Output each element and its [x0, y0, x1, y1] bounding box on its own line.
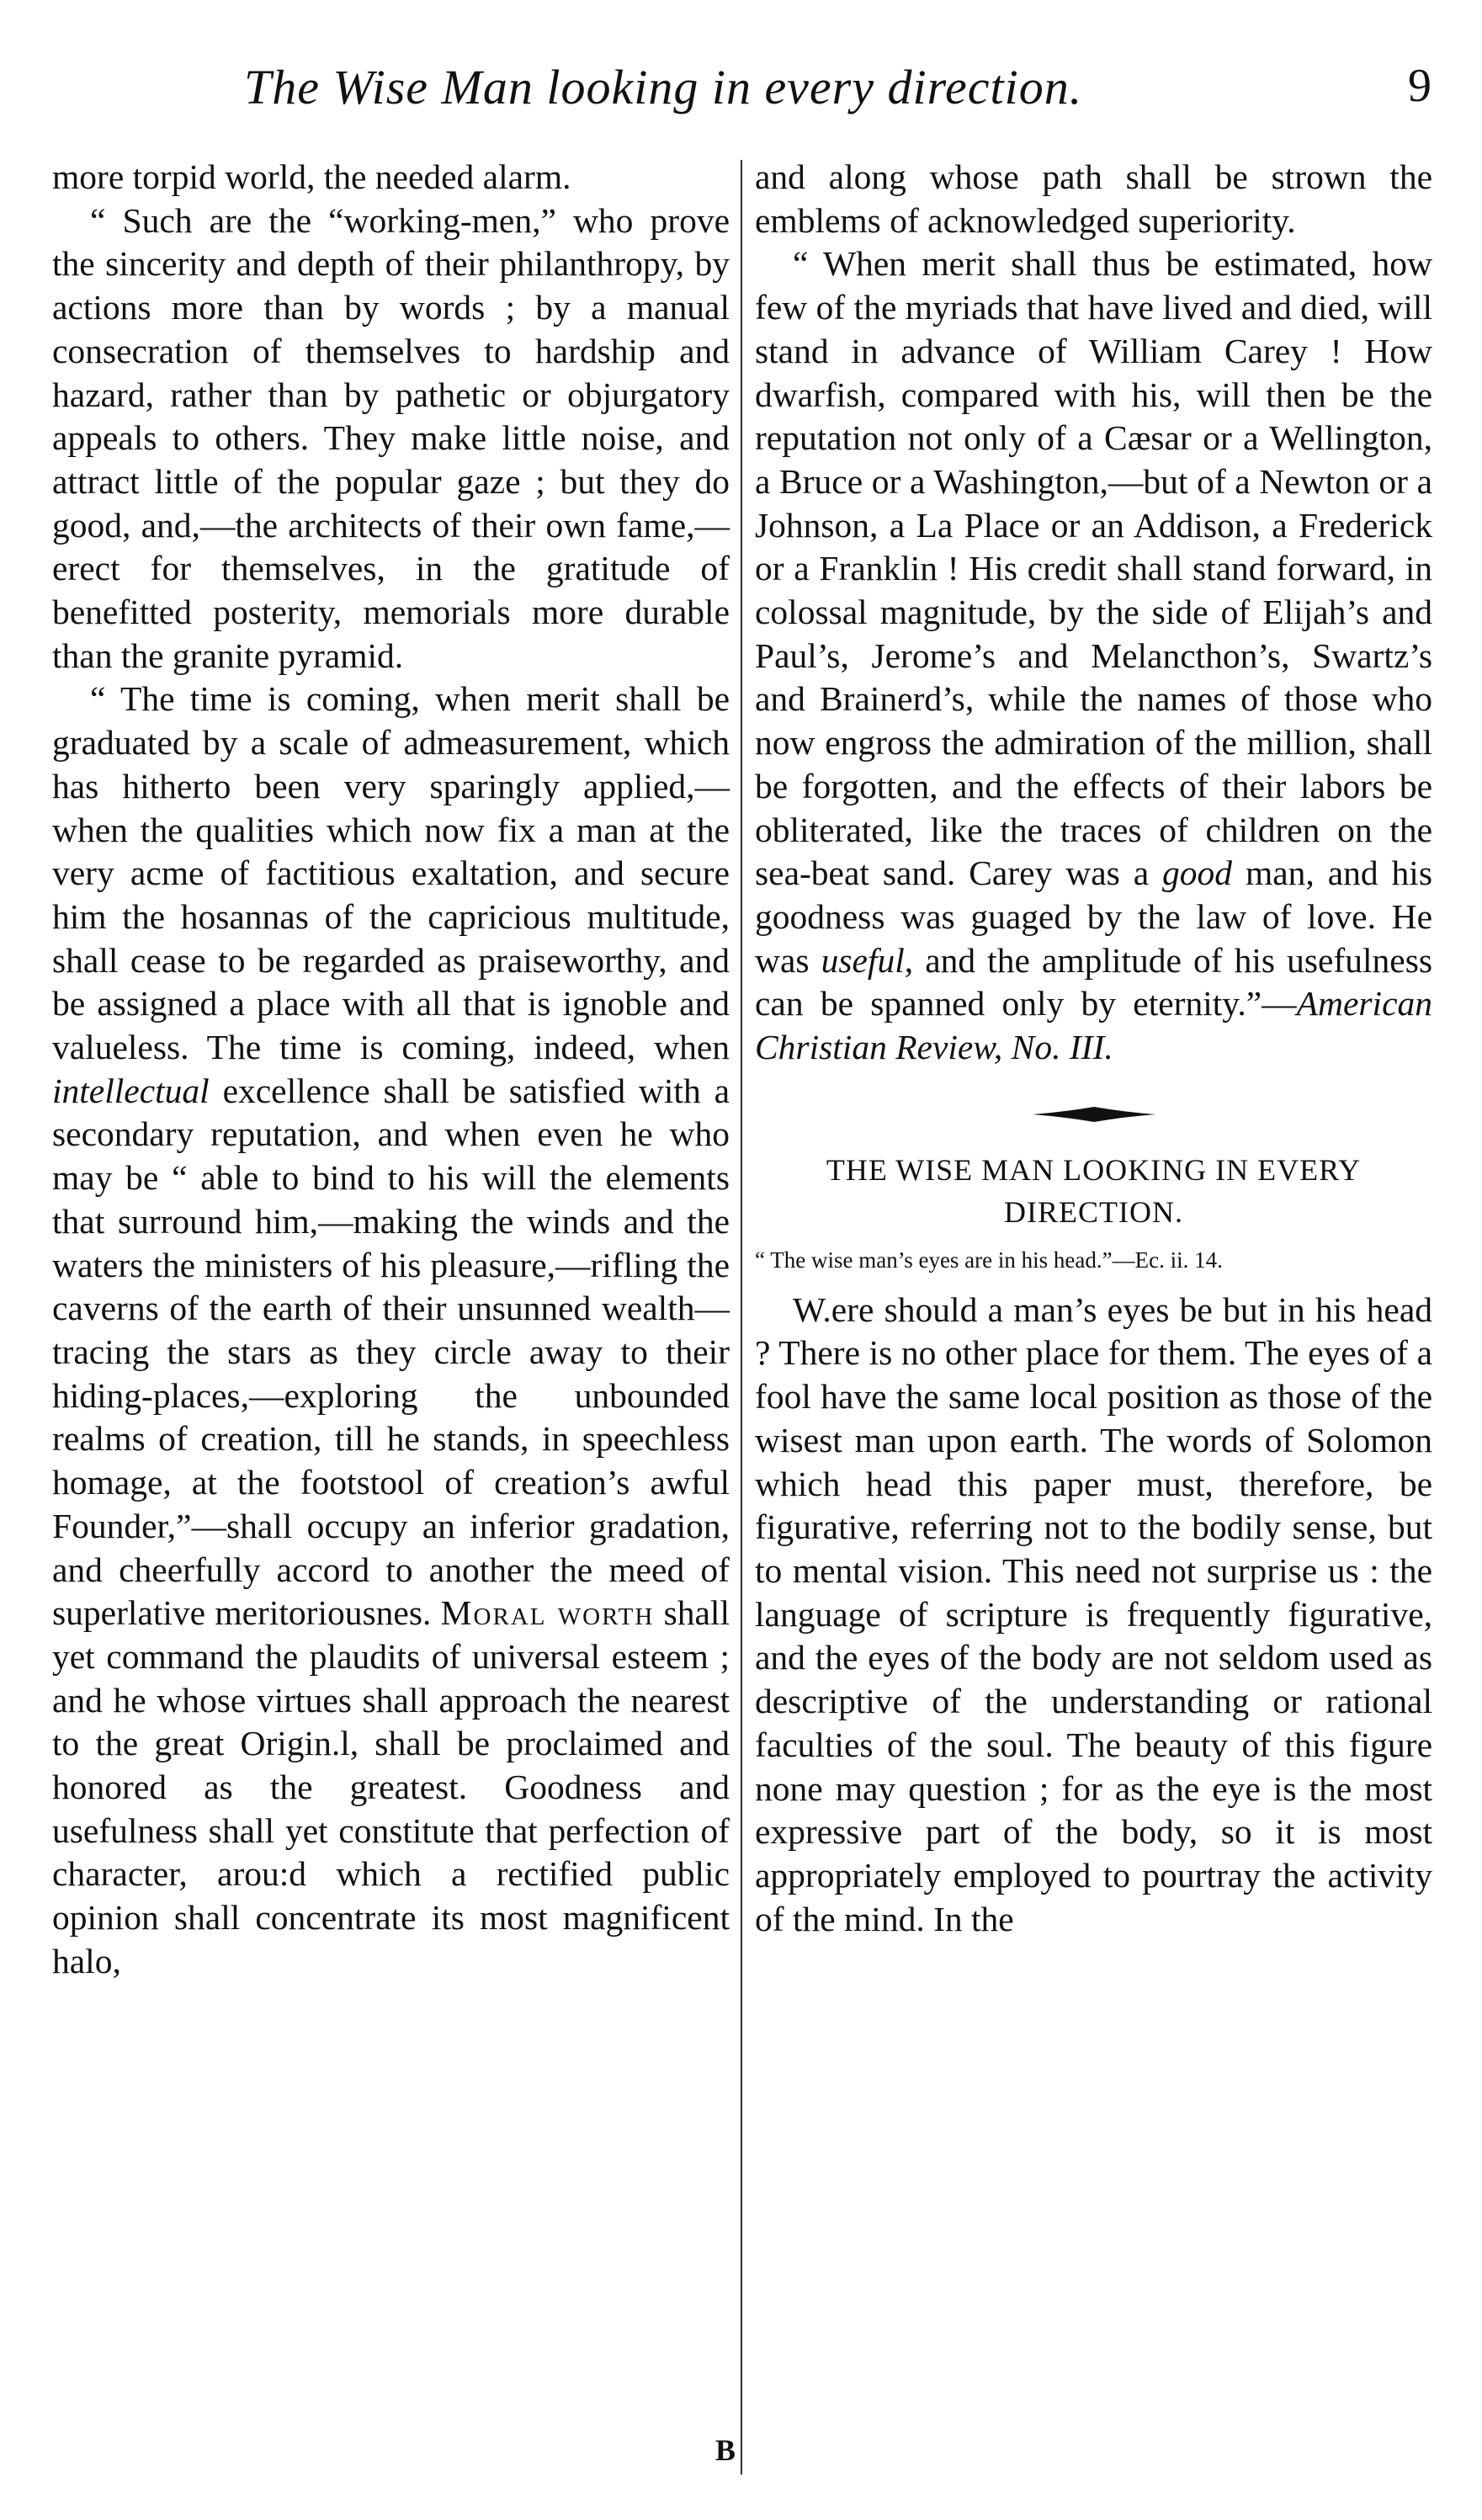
emphasis-useful: useful	[821, 940, 905, 980]
signature-mark: B	[715, 2433, 736, 2467]
paragraph: more torpid world, the needed alarm.	[52, 157, 571, 196]
article-title: THE WISE MAN LOOKING IN EVERY DIRECTION.	[826, 1152, 1362, 1229]
page-number: 9	[1408, 60, 1432, 112]
paragraph	[755, 242, 1432, 1069]
ornament-rule-icon	[1031, 1102, 1157, 1127]
text-run: man, and his goodness was guaged by the law of love. He was	[755, 853, 1432, 980]
source-citation: American Christian Review, No. III.	[755, 984, 1432, 1067]
text-run: “ When merit shall thus be estimated, how few of the myriads that have lived and died, will stand in advance of William Carey ! How dwarfish, compared with his, will then be the reputation not only of a Cæsar or a Wellington, a Bruce or a Washington,—but of a Newton or a Johnson, a La Place or an Addison, a Frederick or a Franklin ! His credit shall stand forward, in colossal magnitude, by the side of Elijah’s and Paul’s, Jerome’s and Melancthon’s, Swartz’s and Brainerd’s, while the names of those who now engross the admiration of the million, shall be forgotten, and the effects of their labors be obliterated, like the traces of children on the sea-beat sand. Carey was a	[755, 244, 1432, 893]
ornament-divider	[755, 1085, 1432, 1144]
emphasis-intellectual: intellectual	[52, 1071, 210, 1110]
text-run: excellence shall be satisfied with a secondary reputation, and when even he who may be “ able to bind to his will the elements that surround him,—making the winds and the waters the ministers of his pleasure,—rifling the caverns of the earth of their unsunned wealth—tracing the stars as they circle away to their hiding-places,—exploring the unbounded realms of creation, till he stands, in speechless homage, at the footstool of creation’s awful Founder,”—shall occupy an inferior gradation, and cheerfully accord to another the meed of superlative meritoriousnes.	[52, 1071, 730, 1633]
epigraph: “ The wise man’s eyes are in his head.”—Ec. ii. 14.	[755, 1247, 1223, 1273]
emphasis-good: good	[1162, 853, 1233, 893]
emphasis-moral-worth: Moral worth	[440, 1593, 655, 1633]
running-head: The Wise Man looking in every direction.	[244, 60, 1083, 114]
column-divider	[741, 160, 742, 2475]
paragraph: and along whose path shall be strown the emblems of acknowledged superiority.	[755, 157, 1432, 240]
text-run: “ The time is coming, when merit shall be graduated by a scale of admeasurement, which has hitherto been very sparingly applied,—when the qualities which now fix a man at the very acme of factitious exaltation, and secure him the hosannas of the capricious multitude, shall cease to be regarded as praiseworthy, and be assigned a place with all that is ignoble and valueless. The time is coming, indeed, when	[52, 679, 730, 1067]
left-column	[52, 156, 730, 1984]
paragraph: W.ere should a man’s eyes be but in his head ? There is no other place for them. The eyes of a fool have the same local position as those of the wisest man upon earth. The words of Solomon which head this paper must, therefore, be figurative, referring not to the bodily sense, but to mental vision. This need not surprise us : the language of scripture is frequently figurative, and the eyes of the body are not seldom used as descriptive of the understanding or rational faculties of the soul. The beauty of this figure none may question ; for as the eye is the most expressive part of the body, so it is most appropriately employed to pourtray the activity of the mind. In the	[755, 1289, 1432, 1938]
text-run: shall yet command the plaudits of universal esteem ; and he whose virtues shall approach the nearest to the great Origin.l, shall be proclaimed and honored as the greatest. Goodness and usefulness shall yet constitute that perfection of character, arou:d which a rectified public opinion shall concentrate its most magnificent halo,	[52, 1593, 730, 1980]
right-column	[755, 156, 1432, 1941]
text-run: , and the amplitude of his usefulness can be spanned only by eternity.”—	[755, 940, 1432, 1023]
paragraph	[52, 678, 730, 1983]
paragraph: “ Such are the “working-men,” who prove the sincerity and depth of their philanthropy, by actions more than by words ; by a manual consecration of themselves to hardship and hazard, rather than by pathetic or objurgatory appeals to others. They make little noise, and attract little of the popular gaze ; but they do good, and,—the architects of their own fame,—erect for themselves, in the gratitude of benefitted posterity, memorials more durable than the granite pyramid.	[52, 200, 730, 675]
page-header	[0, 59, 1482, 135]
